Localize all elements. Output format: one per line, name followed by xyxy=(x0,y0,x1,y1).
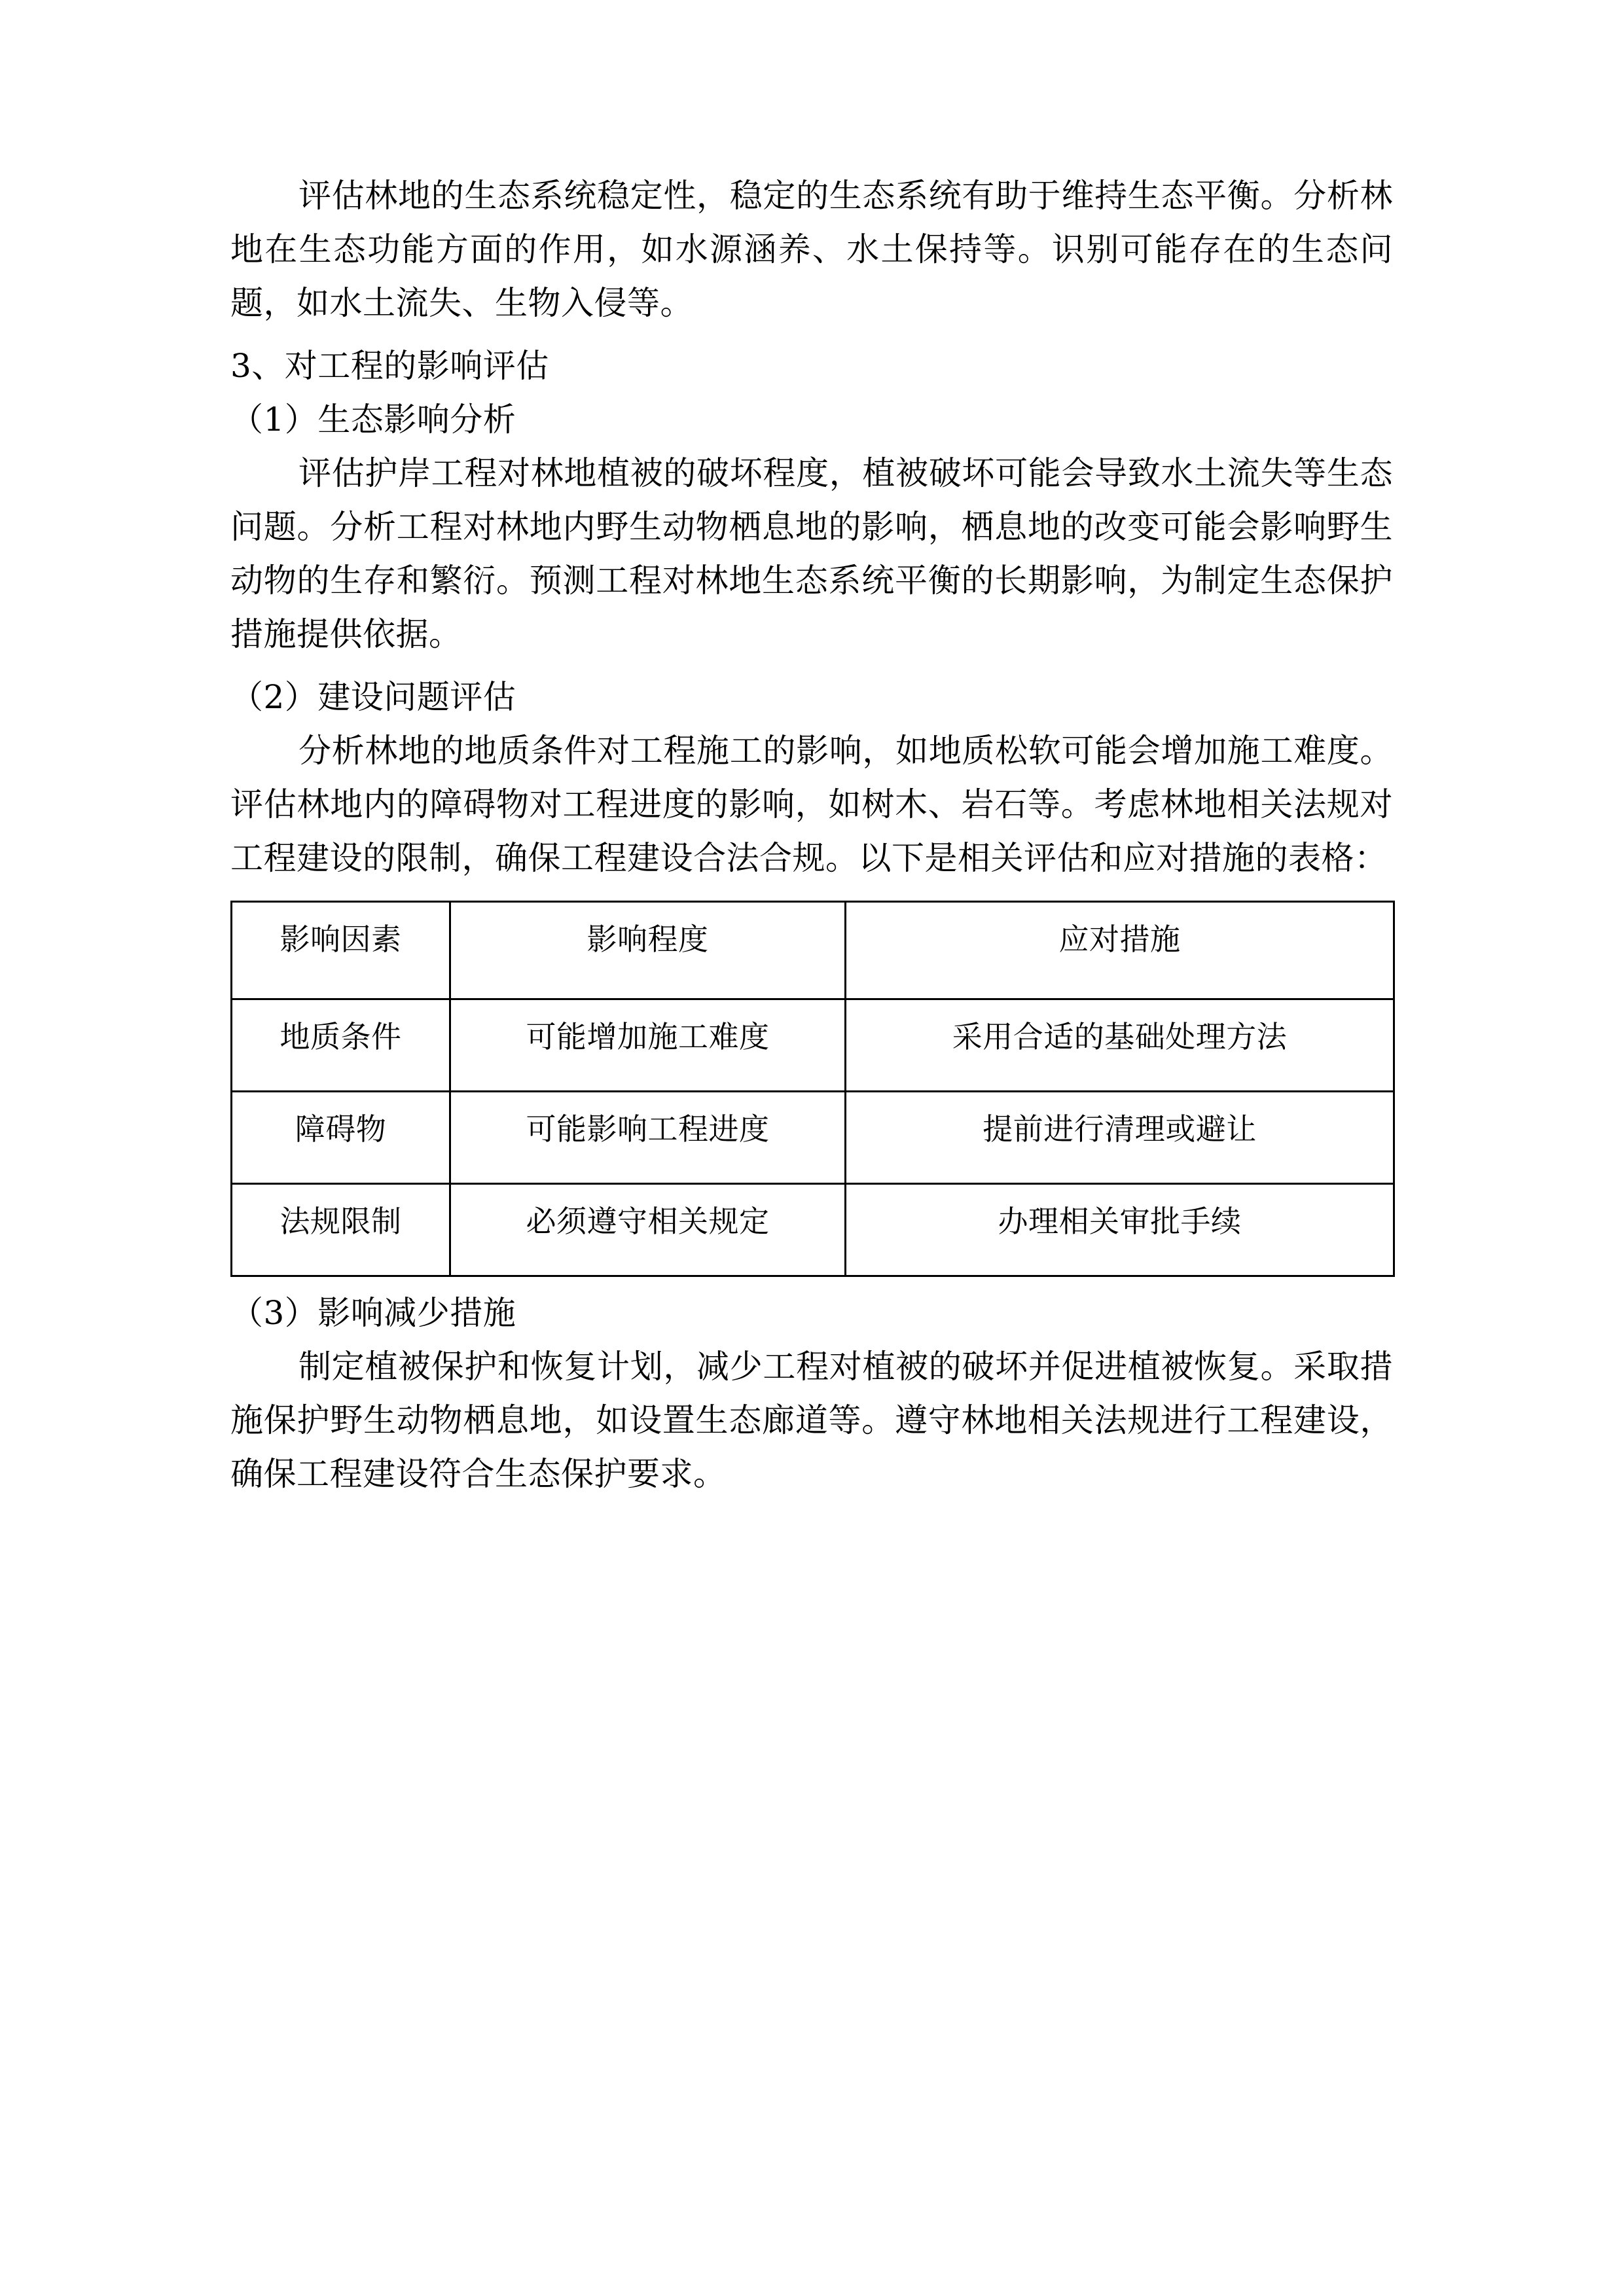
heading-section-3: 3、对工程的影响评估 xyxy=(230,347,549,385)
table-cell-factor: 地质条件 xyxy=(232,999,450,1092)
paragraph-construction-issue-assessment: 分析林地的地质条件对工程施工的影响，如地质松软可能会增加施工难度。评估林地内的障碍物对工程进度的影响，如树木、岩石等。考虑林地相关法规对工程建设的限制，确保工程建设合法合规。以下是相关评估和应对措施的表格： xyxy=(230,732,1393,877)
spacer xyxy=(230,330,1393,339)
table-cell-factor: 法规限制 xyxy=(232,1184,450,1276)
spacer xyxy=(230,885,1393,901)
table-row xyxy=(232,1092,1394,1184)
table-row xyxy=(232,999,1394,1092)
table-header-cell-factor: 影响因素 xyxy=(232,902,450,999)
table-header-cell-degree: 影响程度 xyxy=(450,902,846,999)
table-cell-degree: 可能影响工程进度 xyxy=(450,1092,846,1184)
table-cell-degree: 可能增加施工难度 xyxy=(450,999,846,1092)
table-cell-degree: 必须遵守相关规定 xyxy=(450,1184,846,1276)
table-header-row xyxy=(232,902,1394,999)
table-cell-factor: 障碍物 xyxy=(232,1092,450,1184)
table-row xyxy=(232,1184,1394,1276)
spacer xyxy=(230,661,1393,670)
spacer xyxy=(230,1277,1393,1286)
paragraph-ecosystem-stability: 评估林地的生态系统稳定性，稳定的生态系统有助于维持生态平衡。分析林地在生态功能方面的作用，如水源涵养、水土保持等。识别可能存在的生态问题，如水土流失、生物入侵等。 xyxy=(230,177,1393,322)
heading-subsection-1: （1）生态影响分析 xyxy=(230,401,516,439)
table-cell-measure: 采用合适的基础处理方法 xyxy=(846,999,1394,1092)
heading-subsection-3: （3）影响减少措施 xyxy=(230,1294,516,1332)
paragraph-impact-reduction-measures: 制定植被保护和恢复计划，减少工程对植被的破坏并促进植被恢复。采取措施保护野生动物栖息地，如设置生态廊道等。遵守林地相关法规进行工程建设，确保工程建设符合生态保护要求。 xyxy=(230,1348,1393,1493)
heading-subsection-2: （2）建设问题评估 xyxy=(230,678,516,716)
paragraph-ecological-impact-analysis: 评估护岸工程对林地植被的破坏程度，植被破坏可能会导致水土流失等生态问题。分析工程对林地内野生动物栖息地的影响，栖息地的改变可能会影响野生动物的生存和繁衍。预测工程对林地生态系统平衡的长期影响，为制定生态保护措施提供依据。 xyxy=(230,454,1393,653)
table-cell-measure: 办理相关审批手续 xyxy=(846,1184,1394,1276)
page-content xyxy=(230,169,1393,1501)
table-cell-measure: 提前进行清理或避让 xyxy=(846,1092,1394,1184)
impact-assessment-table xyxy=(230,901,1395,1277)
table-header-cell-measure: 应对措施 xyxy=(846,902,1394,999)
